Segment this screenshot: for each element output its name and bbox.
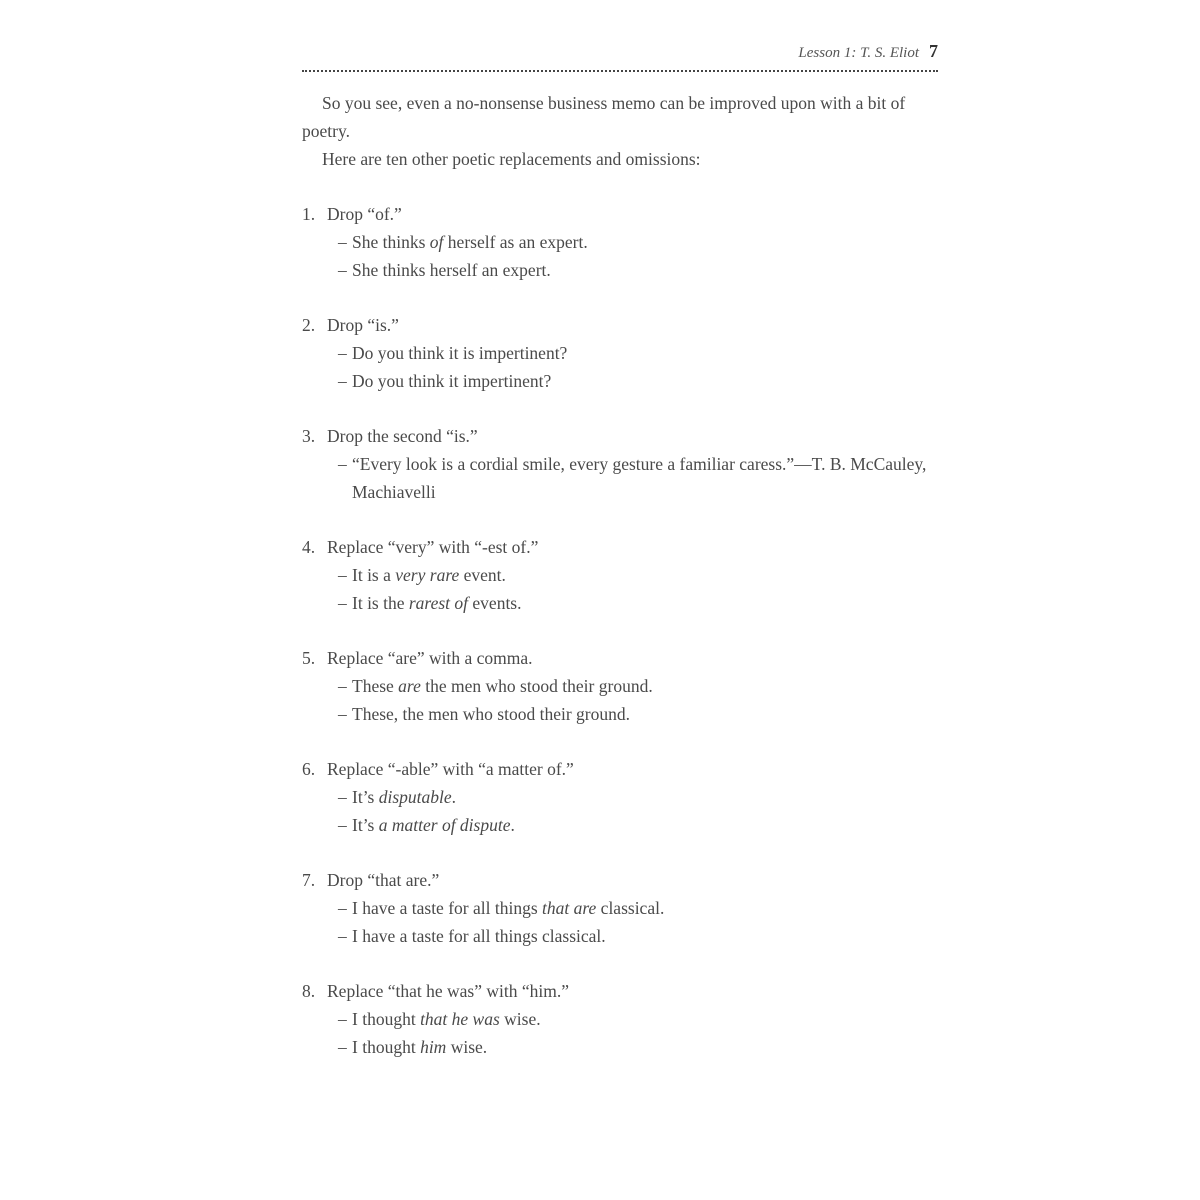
list-item-rule: Replace “that he was” with “him.”: [327, 981, 569, 1001]
list-item-heading: [302, 866, 938, 894]
example-text: Do you think it impertinent?: [352, 371, 552, 391]
dash-marker: –: [338, 787, 347, 807]
dash-marker: –: [338, 926, 347, 946]
example-sentence: [302, 228, 938, 256]
list-item-heading: [302, 977, 938, 1005]
example-text: classical.: [596, 898, 665, 918]
example-text: .: [510, 815, 515, 835]
list-item: [302, 200, 938, 284]
list-item-rule: Drop “is.”: [327, 315, 399, 335]
list-item-rule: Replace “very” with “-est of.”: [327, 537, 539, 557]
list-item-rule: Replace “-able” with “a matter of.”: [327, 759, 574, 779]
example-text: I thought: [352, 1009, 421, 1029]
example-text: event.: [459, 565, 506, 585]
intro-paragraph: So you see, even a no-nonsense business memo can be improved upon with a bit of poetry.: [302, 93, 906, 141]
list-item-heading: [302, 644, 938, 672]
running-title: Lesson 1: T. S. Eliot: [798, 45, 919, 61]
emphasized-text: of: [429, 232, 444, 252]
dash-marker: –: [338, 676, 347, 696]
example-text: I have a taste for all things classical.: [352, 926, 606, 946]
list-item-number: 8.: [302, 981, 316, 1001]
list-item-rule: Drop the second “is.”: [327, 426, 478, 446]
list-item-rule: Drop “that are.”: [327, 870, 440, 890]
example-text: Do you think it is impertinent?: [352, 343, 568, 363]
example-sentence: [302, 339, 938, 367]
list-item-number: 7.: [302, 870, 316, 890]
dash-marker: –: [338, 371, 347, 391]
example-text: It is the: [352, 593, 409, 613]
list-item-heading: [302, 755, 938, 783]
list-item: [302, 977, 938, 1061]
emphasized-text: are: [398, 676, 421, 696]
example-sentence: [302, 811, 938, 839]
dash-marker: –: [338, 232, 347, 252]
dash-marker: –: [338, 260, 347, 280]
list-item: [302, 866, 938, 950]
example-sentence: [302, 700, 938, 728]
example-sentence: [302, 450, 938, 506]
emphasized-text: that are: [542, 898, 597, 918]
list-item-number: 1.: [302, 204, 316, 224]
list-item-heading: [302, 200, 938, 228]
list-item-rule: Replace “are” with a comma.: [327, 648, 533, 668]
example-text: These, the men who stood their ground.: [352, 704, 631, 724]
list-item-number: 5.: [302, 648, 316, 668]
emphasized-text: that he was: [420, 1009, 500, 1029]
example-sentence: [302, 1033, 938, 1061]
dash-marker: –: [338, 454, 347, 474]
emphasized-text: a matter of dispute: [378, 815, 511, 835]
example-text: It’s: [352, 787, 379, 807]
example-text: wise.: [446, 1037, 488, 1057]
body-text: [302, 89, 938, 1088]
example-text: I thought: [352, 1037, 421, 1057]
intro-paragraph: Here are ten other poetic replacements and omissions:: [322, 149, 701, 169]
dash-marker: –: [338, 704, 347, 724]
example-text: herself as an expert.: [443, 232, 588, 252]
dash-marker: –: [338, 898, 347, 918]
example-sentence: [302, 589, 938, 617]
dash-marker: –: [338, 565, 347, 585]
example-text: events.: [468, 593, 522, 613]
emphasized-text: him: [420, 1037, 447, 1057]
example-text: the men who stood their ground.: [420, 676, 653, 696]
list-item-heading: [302, 422, 938, 450]
dash-marker: –: [338, 1037, 347, 1057]
example-text: She thinks: [352, 232, 430, 252]
example-sentence: [302, 256, 938, 284]
example-sentence: [302, 367, 938, 395]
replacement-list: [302, 200, 938, 1061]
example-sentence: [302, 894, 938, 922]
dotted-rule: [302, 70, 938, 72]
list-item: [302, 644, 938, 728]
dash-marker: –: [338, 593, 347, 613]
list-item-number: 3.: [302, 426, 316, 446]
dash-marker: –: [338, 343, 347, 363]
list-item: [302, 311, 938, 395]
page-number: 7: [929, 41, 938, 61]
list-item-number: 2.: [302, 315, 316, 335]
example-sentence: [302, 783, 938, 811]
list-item-heading: [302, 311, 938, 339]
list-item: [302, 422, 938, 506]
example-sentence: [302, 1005, 938, 1033]
list-item: [302, 533, 938, 617]
list-item-number: 6.: [302, 759, 316, 779]
example-sentence: [302, 672, 938, 700]
dash-marker: –: [338, 815, 347, 835]
list-item-number: 4.: [302, 537, 316, 557]
example-text: She thinks herself an expert.: [352, 260, 551, 280]
example-sentence: [302, 922, 938, 950]
list-item-rule: Drop “of.”: [327, 204, 402, 224]
example-text: .: [451, 787, 457, 807]
running-head: [798, 41, 938, 62]
list-item: [302, 755, 938, 839]
example-text: “Every look is a cordial smile, every gesture a familiar caress.”—T. B. McCauley, Machiavelli: [352, 454, 927, 502]
list-item-heading: [302, 533, 938, 561]
dash-marker: –: [338, 1009, 347, 1029]
example-text: It’s: [352, 815, 379, 835]
example-text: It is a: [352, 565, 396, 585]
emphasized-text: rarest of: [408, 593, 469, 613]
example-text: I have a taste for all things: [352, 898, 543, 918]
emphasized-text: disputable: [378, 787, 452, 807]
example-sentence: [302, 561, 938, 589]
emphasized-text: very rare: [395, 565, 460, 585]
example-text: wise.: [499, 1009, 541, 1029]
example-text: These: [352, 676, 399, 696]
